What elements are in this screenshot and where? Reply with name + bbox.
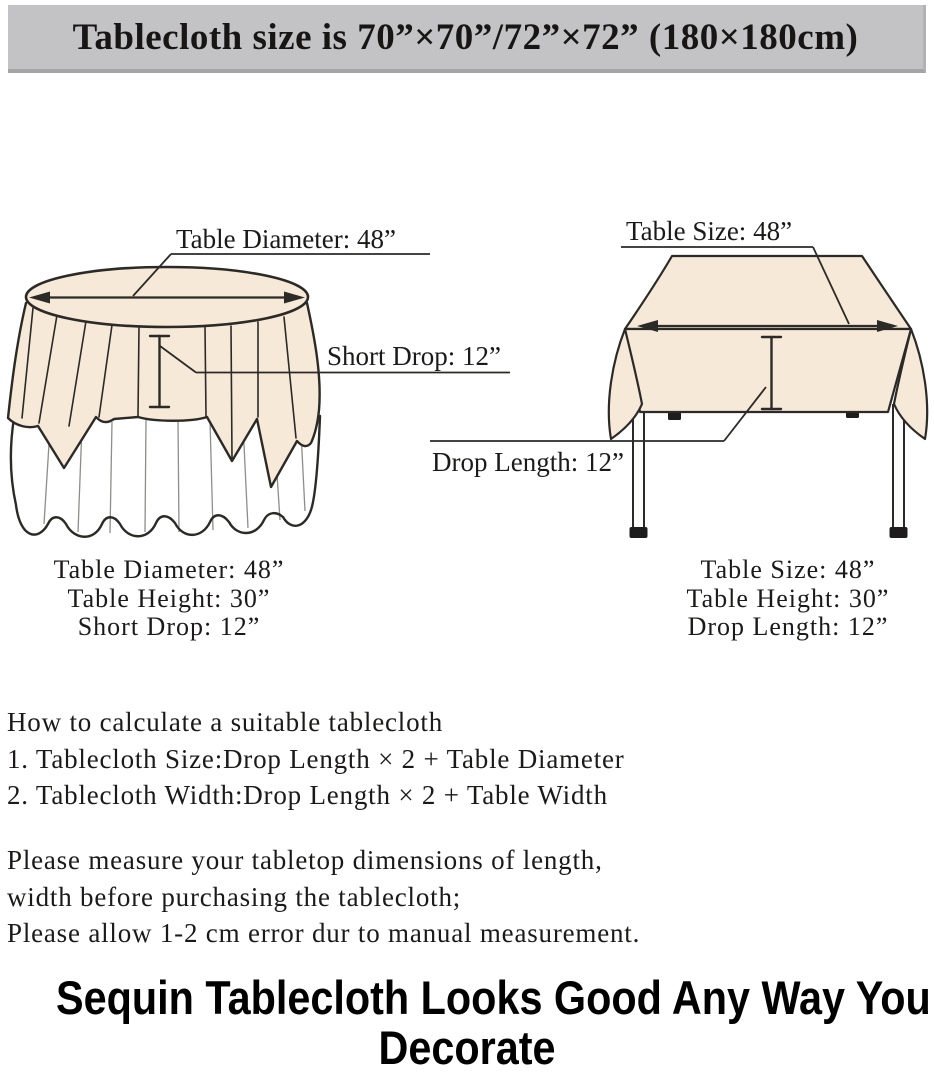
front-right-foot	[890, 527, 908, 538]
bottom-headline-line-1: Sequin Tablecloth Looks Good Any Way You	[56, 971, 931, 1024]
caption-line: Table Height: 30”	[686, 583, 890, 613]
size-banner-title: Tablecloth size is 70”×70”/72”×72” (180×180cm)	[72, 16, 859, 58]
rect-drop-label: Drop Length: 12”	[432, 447, 624, 477]
note-line-3: Please allow 1-2 cm error dur to manual measurement.	[7, 918, 641, 948]
front-left-foot	[630, 527, 648, 538]
bottom-headline-line-2: Decorate	[378, 1021, 556, 1074]
how-to-title: How to calculate a suitable tablecloth	[7, 707, 443, 737]
round-short-drop-label: Short Drop: 12”	[327, 341, 501, 371]
how-to-calculate-block	[7, 704, 625, 814]
round-diameter-label: Table Diameter: 48”	[176, 224, 397, 254]
rect-tabletop	[625, 256, 911, 329]
how-to-step-2: 2. Tablecloth Width:Drop Length × 2 + Table Width	[7, 780, 608, 810]
caption-line: Table Height: 30”	[67, 583, 271, 613]
rect-table-cloth	[609, 256, 927, 439]
how-to-step-1: 1. Tablecloth Size:Drop Length × 2 + Table Diameter	[7, 743, 625, 774]
rect-table-legs	[630, 405, 908, 538]
caption-line: Drop Length: 12”	[687, 612, 889, 641]
rect-table-diagram	[430, 216, 927, 538]
round-table-caption	[0, 556, 338, 642]
caption-line: Table Diameter: 48”	[53, 555, 285, 584]
bottom-headline	[0, 973, 934, 1073]
note-line-2: width before purchasing the tablecloth;	[7, 881, 462, 912]
note-line-1: Please measure your tabletop dimensions of length,	[7, 845, 603, 875]
rect-cloth-front-face	[625, 329, 911, 412]
caption-line: Table Size: 48”	[700, 555, 876, 584]
rect-table-caption	[620, 556, 934, 642]
caption-line: Short Drop: 12”	[77, 612, 261, 641]
round-table-diagram	[8, 224, 510, 537]
measurement-notes-block	[7, 842, 640, 952]
rect-size-label: Table Size: 48”	[626, 216, 793, 246]
